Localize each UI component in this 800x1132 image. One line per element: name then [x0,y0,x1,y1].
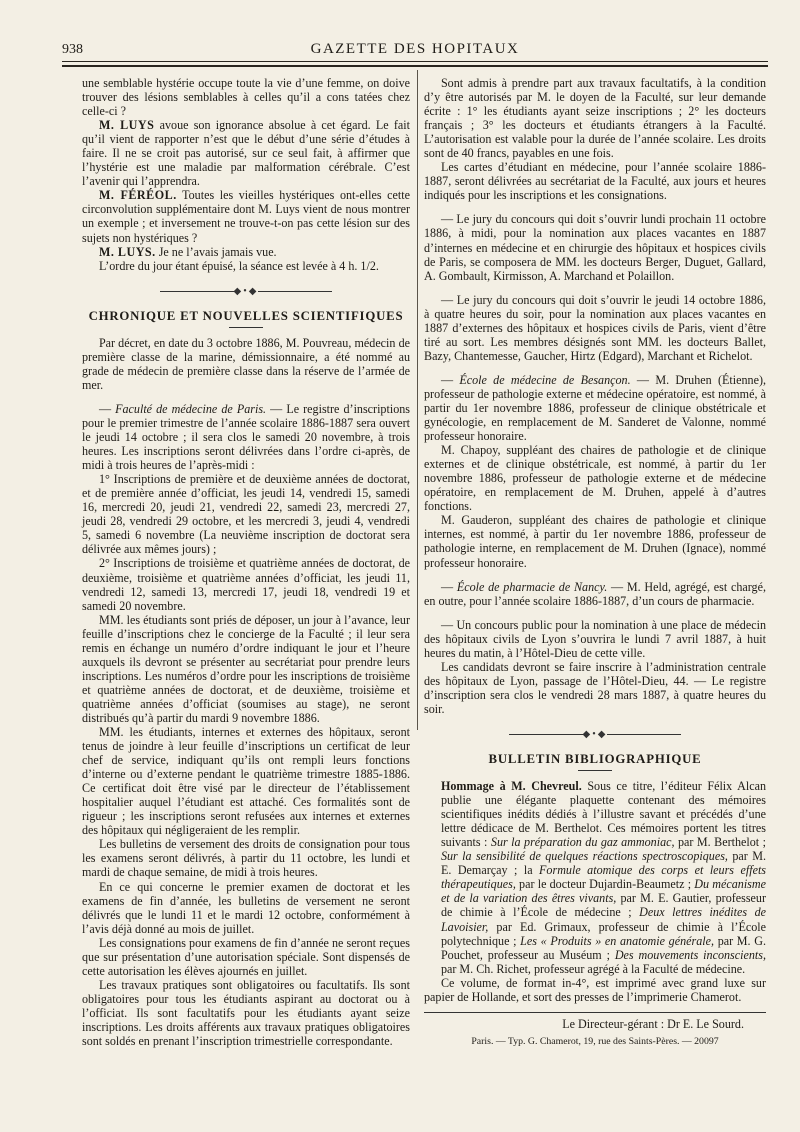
paragraph: — Un concours public pour la nomination à une place de médecin des hôpitaux civils de Lyon s’ouvrira le lundi 7 avril 1887, à huit heures du matin, à l’Hôtel-Dieu de cette ville. [424,617,766,660]
paragraph: M. LUYS avoue son ignorance absolue à cet égard. Le fait qu’il vient de rapporter n’est que le début d’une série d’études à faire. Il ne se croit pas autorisé, sur ce seul fait, à affirmer que l’hystérie est une maladie par malformation cérébrale. C’est l’avenir qui l’apprendra. [82,118,410,189]
paragraph: Sont admis à prendre part aux travaux facultatifs, à la condition d’y être autorisés par M. le doyen de la Faculté, sur leur demande écrite : 1° les étudiants ayant seize inscriptions ; 2° les docteurs français ; 3° les docteurs et étudiants étrangers à la Faculté. L’autorisation est valable pour la durée de l’année scolaire. Les droits sont de 40 francs, payables en une fois. [424,76,766,161]
paragraph: Par décret, en date du 3 octobre 1886, M. Pouvreau, médecin de première classe de la marine, démissionnaire, a été nommé au grade de médecin de première classe dans la réserve de l’armée de mer. [82,335,410,392]
paragraph: M. LUYS. Je ne l’avais jamais vue. [98,244,277,259]
left-column [82,76,410,1048]
paragraph: MM. les étudiants, internes et externes des hôpitaux, seront tenus de joindre à leur feuille d’inscriptions un certificat de leur chef de service, indiquant qu’ils ont rempli leurs fonctions d’interne ou d’externe pendant le quatrième trimestre 1885-1886. Ce certificat doit être visé par le directeur de l’établissement hospitalier auquel l’étudiant est attaché. Ces formalités sont de rigueur ; les inscriptions seront refusées aux internes et externes des hôpitaux qui négligeraient de les remplir. [82,725,410,838]
paragraph: MM. les étudiants sont priés de déposer, un jour à l’avance, leur feuille d’inscriptions chez le concierge de la Faculté ; il leur sera remis en échange un numéro d’ordre indiquant le jour et l’heure auxquels ils devront se présenter au secrétariat pour prendre leurs inscriptions. Les numéros d’ordre pour les inscriptions de troisième et quatrième années de doctorat, et de deuxième, troisième et quatrième années d’officiat (soumises au stage), ne seront distribués qu’à partir du mardi 9 novembre 1886. [82,612,410,725]
paragraph: — École de médecine de Besançon. — M. Druhen (Étienne), professeur de pathologie externe et médecine opératoire, est nommé, à partir du 1er novembre 1886, professeur de clinique obstétricale et gynécologie, en remplacement de M. Sanderet de Valonne, nommé professeur honoraire. [424,372,766,444]
paragraph: Les consignations pour examens de fin d’année ne seront reçues que sur présentation d’une autorisation spéciale. Sont dispensés de cette autorisation les élèves ajournés en juillet. [82,935,410,978]
ornament-divider: ◆•◆ [424,728,766,742]
page-number: 938 [62,42,83,57]
paragraph: Les candidats devront se faire inscrire à l’administration centrale des hôpitaux de Lyon, passage de l’Hôtel-Dieu, 44. — Le registre d’inscription sera clos le vendredi 28 mars 1887, à quatre heures du soir. [424,659,766,716]
paragraph: 1° Inscriptions de première et de deuxième années de doctorat, et de première année d’officiat, les jeudi 14, vendredi 15, samedi 16, mercredi 20, jeudi 21, vendredi 22, samedi 23, mercredi 27, jeudi 28, vendredi 29 octobre, et les mercredi 3, jeudi 4, vendredi 5, samedi 6 novembre (La neuvième inscription de doctorat sera délivrée aux mêmes jours) ; [82,472,410,557]
paragraph: — École de pharmacie de Nancy. — M. Held, agrégé, est chargé, en outre, pour l’année scolaire 1886-1887, d’un cours de pharmacie. [424,579,766,608]
paragraph: Ce volume, de format in-4°, est imprimé avec grand luxe sur papier de Hollande, et sort des presses de l’imprimerie Chamerot. [424,975,766,1004]
speaker: M. LUYS [98,118,155,133]
right-column [424,76,766,1049]
speaker: M. FÉRÉOL. [98,188,177,203]
paragraph: Hommage à M. Chevreul. Sous ce titre, l’éditeur Félix Alcan publie une élégante plaquette contenant des mémoires scientifiques inédits dédiés à l’illustre savant et précédés d’une lettre dédicace de M. Berthelot. Ces mémoires portent les titres suivants : Sur la préparation du gaz ammoniac, par M. Berthelot ; Sur la sensibilité de quelques réactions spectroscopiques, par M. E. Demarçay ; la Formule atomique des corps et leurs effets thérapeutiques, par le docteur Dujardin-Beaumetz ; Du mécanisme et de la variation des êtres vivants, par M. E. Gautier, professeur de chimie à l’École de médecine ; Deux lettres inédites de Lavoisier, par Ed. Grimaux, professeur de chimie à l’École polytechnique ; Les « Produits » en anatomie générale, par M. G. Pouchet, professeur au Muséum ; Des mouvements inconscients, par M. Ch. Richet, professeur agrégé à la Faculté de médecine. [440,779,767,976]
journal-title: GAZETTE DES HOPITAUX [310,41,520,57]
title-rule [229,327,263,328]
section-title-bulletin: BULLETIN BIBLIOGRAPHIQUE [488,752,702,767]
header-rule [62,61,768,62]
paragraph: une semblable hystérie occupe toute la vie d’une femme, on doive trouver des lésions semblables à celles qu’il a cons tatées chez celle-ci ? [82,76,410,119]
paragraph: Les cartes d’étudiant en médecine, pour l’année scolaire 1886-1887, seront délivrées au secrétariat de la Faculté, aux jours et heures indiqués pour les inscriptions et les consignations. [424,160,766,203]
footer-rule [424,1012,766,1013]
paragraph: — Faculté de médecine de Paris. — Le registre d’inscriptions pour le premier trimestre de l’année scolaire 1886-1887 sera ouvert le jeudi 14 octobre ; il sera clos le samedi 20 novembre, à trois heures. Les inscriptions seront délivrées dans l’ordre ci-après, de midi à trois heures de l’après-midi : [82,401,411,473]
paragraph: En ce qui concerne le premier examen de doctorat et les examens de fin d’année, les bulletins de versement ne seront délivrés que le lundi 11 et le mardi 12 octobre, conformément à l’avis déjà donné au mois de juillet. [82,879,410,936]
paragraph: Les travaux pratiques sont obligatoires ou facultatifs. Ils sont obligatoires pour tous les étudiants aspirant au doctorat ou à l’officiat. Ils sont facultatifs pour les étudiants ayant seize inscriptions. Les droits afférents aux travaux pratiques obligatoires sont soldés en prenant l’inscription trimestrielle correspondante. [82,977,410,1049]
speaker: M. LUYS. [98,244,156,259]
ornament-divider: ◆•◆ [82,285,410,299]
header-rule-thick [62,65,768,67]
title-rule [578,770,612,771]
printer-line: Paris. — Typ. G. Chamerot, 19, rue des Saints-Pères. — 20097 [471,1035,719,1047]
paragraph: M. FÉRÉOL. Toutes les vieilles hystériques ont-elles cette circonvolution supplémentaire dont M. Luys vient de nous montrer un exemple ; et inversement ne trouve-t-on pas cette lésion sur des sujets non hystériques ? [82,188,410,245]
page-header [62,38,768,60]
paragraph: M. Gauderon, suppléant des chaires de pathologie et clinique internes, est nommé, à partir du 1er novembre 1886, professeur de pathologie interne, en remplacement de M. Druhen (Ignace), nommé professeur honoraire. [424,513,766,570]
paragraph: L’ordre du jour étant épuisé, la séance est levée à 4 h. 1/2. [98,258,379,273]
paragraph: — Le jury du concours qui doit s’ouvrir le jeudi 14 octobre 1886, à quatre heures du soir, pour la nomination aux places vacantes en 1887 d’externes des hôpitaux et hospices civils de Paris, vient d’être tiré au sort. Les membres désignés sont MM. les docteurs Ballet, Bazy, Chantemesse, Gaucher, Hirtz (Edgard), Marchant et Richelot. [424,292,766,363]
paragraph: 2° Inscriptions de troisième et quatrième années de doctorat, de deuxième, troisième et quatrième années d’officiat, les jeudi 11, vendredi 12, samedi 13, mercredi 17, jeudi 18, vendredi 19 et samedi 20 novembre. [82,556,410,613]
director-signature: Le Directeur-gérant : Dr E. Le Sourd. [562,1016,744,1031]
paragraph: M. Chapoy, suppléant des chaires de pathologie et de clinique externes et de clinique obstétricale, est nommé, à partir du 1er novembre 1886, professeur de pathologie externe et de médecine opératoire, en remplacement de M. Druhen, appelé à d’autres fonctions. [424,443,766,514]
column-divider [417,70,418,730]
paragraph: — Le jury du concours qui doit s’ouvrir lundi prochain 11 octobre 1886, à midi, pour la nomination aux places vacantes en 1887 d’internes en médecine et en chirurgie des hôpitaux et hospices civils de Paris, se composera de MM. les docteurs Berger, Duguet, Gallard, A. Gombault, Kirmisson, A. Marchand et Polaillon. [424,212,766,283]
paragraph: Les bulletins de versement des droits de consignation pour tous les examens seront délivrés, à partir du 11 octobre, les lundi et mardi de chaque semaine, de midi à trois heures. [82,837,410,880]
section-title-chronique: CHRONIQUE ET NOUVELLES SCIENTIFIQUES [88,308,404,323]
